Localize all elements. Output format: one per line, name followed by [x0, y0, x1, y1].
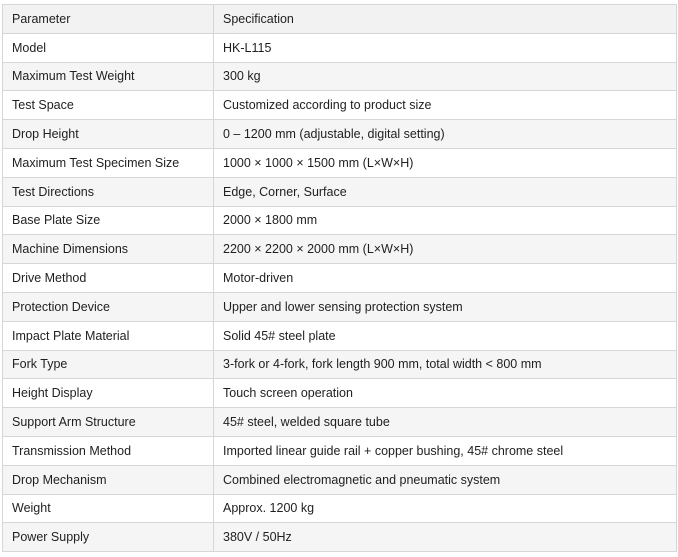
parameter-cell: Test Space [3, 91, 214, 120]
parameter-cell: Height Display [3, 379, 214, 408]
parameter-cell: Power Supply [3, 523, 214, 552]
parameter-cell: Weight [3, 494, 214, 523]
parameter-cell: Maximum Test Weight [3, 62, 214, 91]
specification-cell: HK-L115 [214, 33, 677, 62]
specification-cell: 3-fork or 4-fork, fork length 900 mm, total width < 800 mm [214, 350, 677, 379]
table-row [3, 379, 677, 408]
specification-cell: Touch screen operation [214, 379, 677, 408]
spec-table [2, 4, 677, 552]
table-row [3, 494, 677, 523]
table-row [3, 91, 677, 120]
specification-cell: Motor-driven [214, 264, 677, 293]
parameter-cell: Base Plate Size [3, 206, 214, 235]
table-row [3, 321, 677, 350]
header-row [3, 5, 677, 34]
table-row [3, 408, 677, 437]
parameter-cell: Machine Dimensions [3, 235, 214, 264]
specification-cell: 300 kg [214, 62, 677, 91]
parameter-cell: Model [3, 33, 214, 62]
parameter-cell: Drop Height [3, 120, 214, 149]
table-row [3, 523, 677, 552]
table-row [3, 62, 677, 91]
specification-cell: Imported linear guide rail + copper bushing, 45# chrome steel [214, 436, 677, 465]
parameter-cell: Protection Device [3, 292, 214, 321]
specification-cell: 2200 × 2200 × 2000 mm (L×W×H) [214, 235, 677, 264]
table-row [3, 148, 677, 177]
spec-table-container [2, 4, 676, 552]
table-row [3, 206, 677, 235]
specification-cell: 380V / 50Hz [214, 523, 677, 552]
specification-cell: Edge, Corner, Surface [214, 177, 677, 206]
specification-cell: 0 – 1200 mm (adjustable, digital setting) [214, 120, 677, 149]
parameter-cell: Impact Plate Material [3, 321, 214, 350]
table-row [3, 436, 677, 465]
specification-cell: Upper and lower sensing protection system [214, 292, 677, 321]
table-row [3, 33, 677, 62]
specification-cell: Solid 45# steel plate [214, 321, 677, 350]
specification-cell: 45# steel, welded square tube [214, 408, 677, 437]
parameter-cell: Transmission Method [3, 436, 214, 465]
parameter-cell: Maximum Test Specimen Size [3, 148, 214, 177]
parameter-cell: Support Arm Structure [3, 408, 214, 437]
header-specification: Specification [214, 5, 677, 34]
table-header [3, 5, 677, 34]
parameter-cell: Test Directions [3, 177, 214, 206]
parameter-cell: Drop Mechanism [3, 465, 214, 494]
table-row [3, 264, 677, 293]
specification-cell: Customized according to product size [214, 91, 677, 120]
table-row [3, 350, 677, 379]
specification-cell: Approx. 1200 kg [214, 494, 677, 523]
header-parameter: Parameter [3, 5, 214, 34]
specification-cell: Combined electromagnetic and pneumatic system [214, 465, 677, 494]
specification-cell: 2000 × 1800 mm [214, 206, 677, 235]
table-row [3, 292, 677, 321]
table-row [3, 465, 677, 494]
table-body [3, 33, 677, 551]
table-row [3, 177, 677, 206]
specification-cell: 1000 × 1000 × 1500 mm (L×W×H) [214, 148, 677, 177]
parameter-cell: Drive Method [3, 264, 214, 293]
table-row [3, 235, 677, 264]
table-row [3, 120, 677, 149]
parameter-cell: Fork Type [3, 350, 214, 379]
